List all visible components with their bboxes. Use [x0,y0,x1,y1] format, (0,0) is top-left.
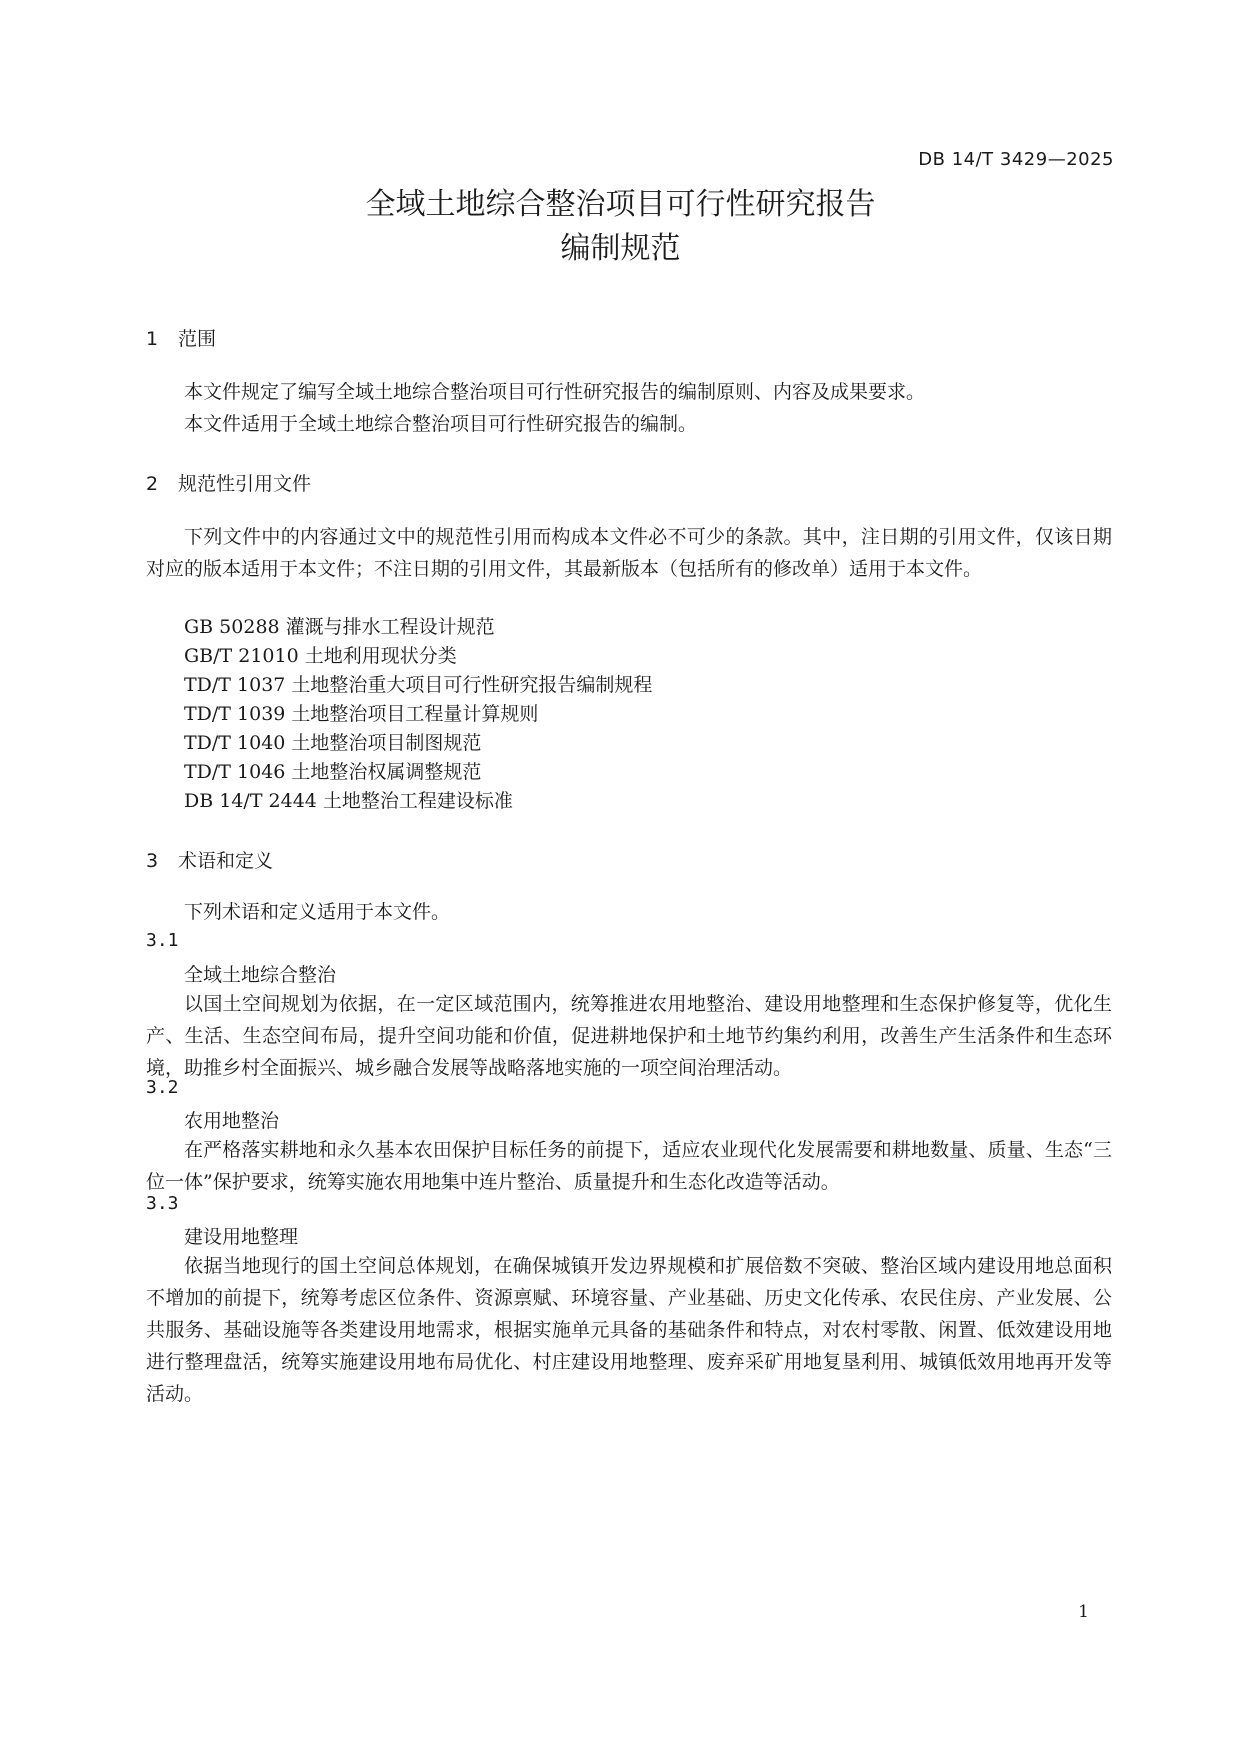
term-definition: 在严格落实耕地和永久基本农田保护目标任务的前提下，适应农业现代化发展需要和耕地数量、质量、生态“三位一体”保护要求，统筹实施农用地集中连片整治、质量提升和生态化改造等活动。 [146,1139,1112,1193]
terms-intro-paragraph: 下列术语和定义适用于本文件。 [184,901,451,923]
scope-paragraph-1: 本文件规定了编写全域土地综合整治项目可行性研究报告的编制原则、内容及成果要求。 [184,381,926,403]
section-title: 术语和定义 [178,850,274,872]
reference-item: GB/T 21010 土地利用现状分类 [184,645,457,667]
references-intro-paragraph: 下列文件中的内容通过文中的规范性引用而构成本文件必不可少的条款。其中，注日期的引用文件，仅该日期对应的版本适用于本文件；不注日期的引用文件，其最新版本（包括所有的修改单）适用于本文件。 [146,526,1112,580]
term-heading: 农用地整治 [184,1110,280,1132]
document-title-line1: 全域土地综合整治项目可行性研究报告 [365,187,876,222]
reference-item: DB 14/T 2444 土地整治工程建设标准 [184,790,513,812]
term-definition: 依据当地现行的国土空间总体规划，在确保城镇开发边界规模和扩展倍数不突破、整治区域内建设用地总面积不增加的前提下，统筹考虑区位条件、资源禀赋、环境容量、产业基础、历史文化传承、农民住房、产业发展、公共服务、基础设施等各类建设用地需求，根据实施单元具备的基础条件和特点，对农村零散、闲置、低效建设用地进行整理盘活，统筹实施建设用地布局优化、村庄建设用地整理、废弃采矿用地复垦利用、城镇低效用地再开发等活动。 [146,1255,1112,1405]
section-title: 范围 [178,328,217,350]
section-heading-scope [146,324,216,351]
scope-paragraph-2: 本文件适用于全域土地综合整治项目可行性研究报告的编制。 [184,413,698,435]
section-heading-normative-references [146,469,311,496]
term-heading: 建设用地整理 [184,1226,299,1248]
reference-item: TD/T 1046 土地整治权属调整规范 [184,761,482,783]
term-number: 3.3 [146,1193,179,1214]
section-heading-terms-definitions [146,846,273,873]
document-code: DB 14/T 3429—2025 [918,149,1114,170]
term-number: 3.1 [146,930,179,951]
reference-item: TD/T 1040 土地整治项目制图规范 [184,732,482,754]
term-number: 3.2 [146,1077,179,1098]
reference-item: TD/T 1039 土地整治项目工程量计算规则 [184,703,539,725]
reference-item: TD/T 1037 土地整治重大项目可行性研究报告编制规程 [184,674,653,696]
page-number: 1 [1078,1602,1089,1622]
section-number: 1 [146,328,159,350]
section-title: 规范性引用文件 [178,473,312,495]
section-number: 3 [146,850,159,872]
term-heading: 全域土地综合整治 [184,964,337,986]
reference-item: GB 50288 灌溉与排水工程设计规范 [184,616,495,638]
section-number: 2 [146,473,159,495]
document-title-line2: 编制规范 [560,231,681,266]
term-definition: 以国土空间规划为依据，在一定区域范围内，统筹推进农用地整治、建设用地整理和生态保护修复等，优化生产、生活、生态空间布局，提升空间功能和价值，促进耕地保护和土地节约集约利用，改善生产生活条件和生态环境，助推乡村全面振兴、城乡融合发展等战略落地实施的一项空间治理活动。 [146,993,1112,1079]
